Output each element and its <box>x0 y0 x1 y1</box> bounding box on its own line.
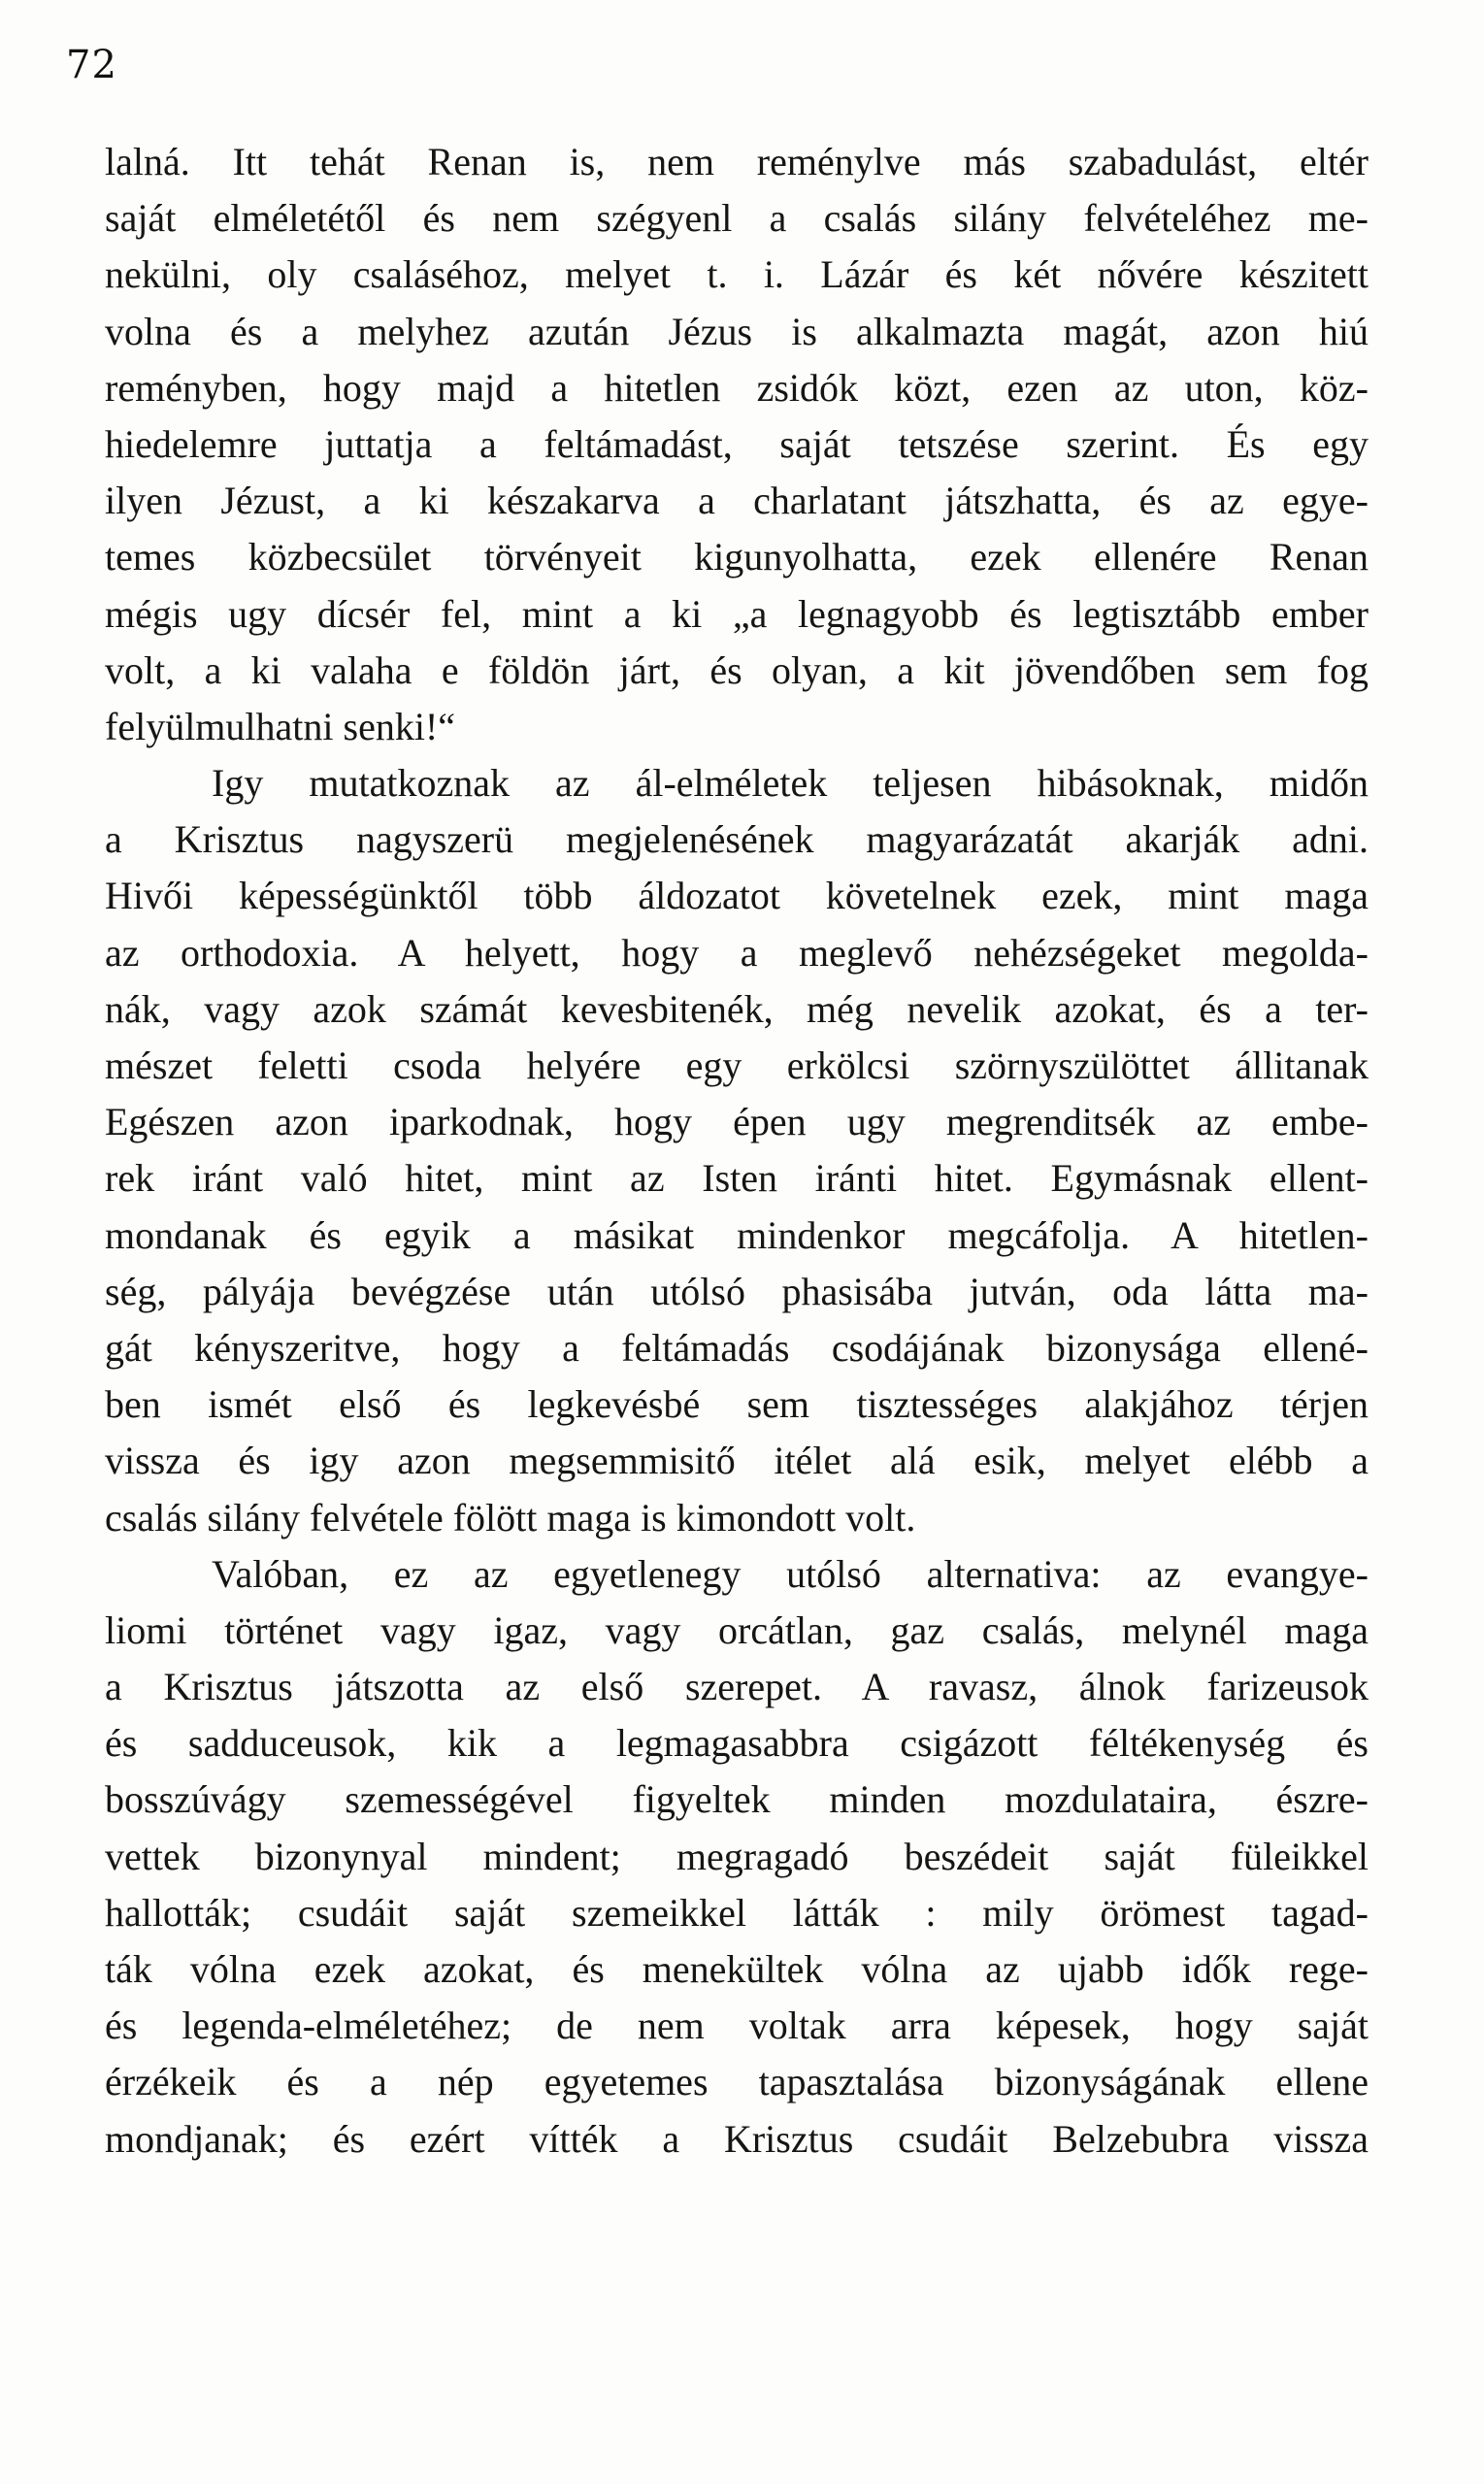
page-number: 72 <box>66 43 117 87</box>
text-line: vettek bizonynyal mindent; megragadó beszédeit saját füleikkel <box>105 1834 1369 1878</box>
text-line: ták vólna ezek azokat, és menekültek vólna az ujabb idők rege- <box>105 1947 1369 1991</box>
text-line: saját elméletétől és nem szégyenl a csalás silány felvételéhez me- <box>105 196 1369 241</box>
text-line: volt, a ki valaha e földön járt, és olyan, a kit jövendőben sem fog <box>105 647 1369 692</box>
text-line: érzékeik és a nép egyetemes tapasztalása bizonyságának ellene <box>105 2060 1369 2104</box>
text-line: lalná. Itt tehát Renan is, nem reménylve más szabadulást, eltér <box>105 140 1369 183</box>
text-line: liomi történet vagy igaz, vagy orcátlan, gaz csalás, melynél maga <box>105 1607 1369 1652</box>
text-line: nekülni, oly csaláséhoz, melyet t. i. Lázár és két nővére készitett <box>105 252 1369 297</box>
text-line: a Krisztus nagyszerü megjelenésének magyarázatát akarják adni. <box>105 817 1369 862</box>
text-line: Hivői képességünktől több áldozatot követelnek ezek, mint maga <box>105 874 1369 918</box>
text-line: gát kényszeritve, hogy a feltámadás csodájának bizonysága ellené- <box>105 1325 1369 1370</box>
text-line: volna és a melyhez azután Jézus is alkalmazta magát, azon hiú <box>105 309 1369 353</box>
text-line: mondjanak; és ezért vítték a Krisztus csudáit Belzebubra vissza <box>105 2116 1369 2161</box>
text-line: ség, pályája bevégzése után utólsó phasisába jutván, oda látta ma- <box>105 1269 1369 1313</box>
text-line: hiedelemre juttatja a feltámadást, saját tetszése szerint. És egy <box>105 421 1369 466</box>
text-line: hallották; csudáit saját szemeikkel látták : mily örömest tagad- <box>105 1890 1369 1935</box>
text-line: Igy mutatkoznak az ál-elméletek teljesen hibásoknak, midőn <box>212 761 1369 806</box>
text-line: rek iránt való hitet, mint az Isten iránti hitet. Egymásnak ellent- <box>105 1156 1369 1201</box>
text-line: temes közbecsület törvényeit kigunyolhatta, ezek ellenére Renan <box>105 535 1369 580</box>
text-line: bosszúvágy szemességével figyeltek minden mozdulataira, észre- <box>105 1777 1369 1822</box>
text-line: mégis ugy dícsér fel, mint a ki „a legnagyobb és legtisztább ember <box>105 591 1369 636</box>
text-line: ilyen Jézust, a ki készakarva a charlatant játszhatta, és az egye- <box>105 479 1369 523</box>
text-line: mondanak és egyik a másikat mindenkor megcáfolja. A hitetlen- <box>105 1212 1369 1257</box>
text-line: nák, vagy azok számát kevesbitenék, még nevelik azokat, és a ter- <box>105 986 1369 1031</box>
text-line: mészet feletti csoda helyére egy erkölcsi szörnyszülöttet állitanak <box>105 1043 1369 1087</box>
text-line: Egészen azon iparkodnak, hogy épen ugy megrenditsék az embe- <box>105 1100 1369 1144</box>
body-text <box>105 134 1369 2168</box>
text-line: az orthodoxia. A helyett, hogy a meglevő nehézségeket megolda- <box>105 930 1369 975</box>
text-line: felyülmulhatni senki!“ <box>105 704 456 748</box>
text-line: Valóban, ez az egyetlenegy utólsó alternativa: az evangye- <box>212 1551 1369 1596</box>
text-line: a Krisztus játszotta az első szerepet. A ravasz, álnok farizeusok <box>105 1665 1369 1709</box>
text-line: és legenda-elméletéhez; de nem voltak arra képesek, hogy saját <box>105 2004 1369 2048</box>
text-line: csalás silány felvétele fölött maga is kimondott volt. <box>105 1495 916 1540</box>
text-line: és sadduceusok, kik a legmagasabbra csigázott féltékenység és <box>105 1721 1369 1766</box>
text-line: vissza és igy azon megsemmisitő itélet alá esik, melyet elébb a <box>105 1439 1369 1483</box>
text-line: ben ismét első és legkevésbé sem tisztességes alakjához térjen <box>105 1382 1369 1427</box>
text-line: reményben, hogy majd a hitetlen zsidók közt, ezen az uton, köz- <box>105 365 1369 410</box>
